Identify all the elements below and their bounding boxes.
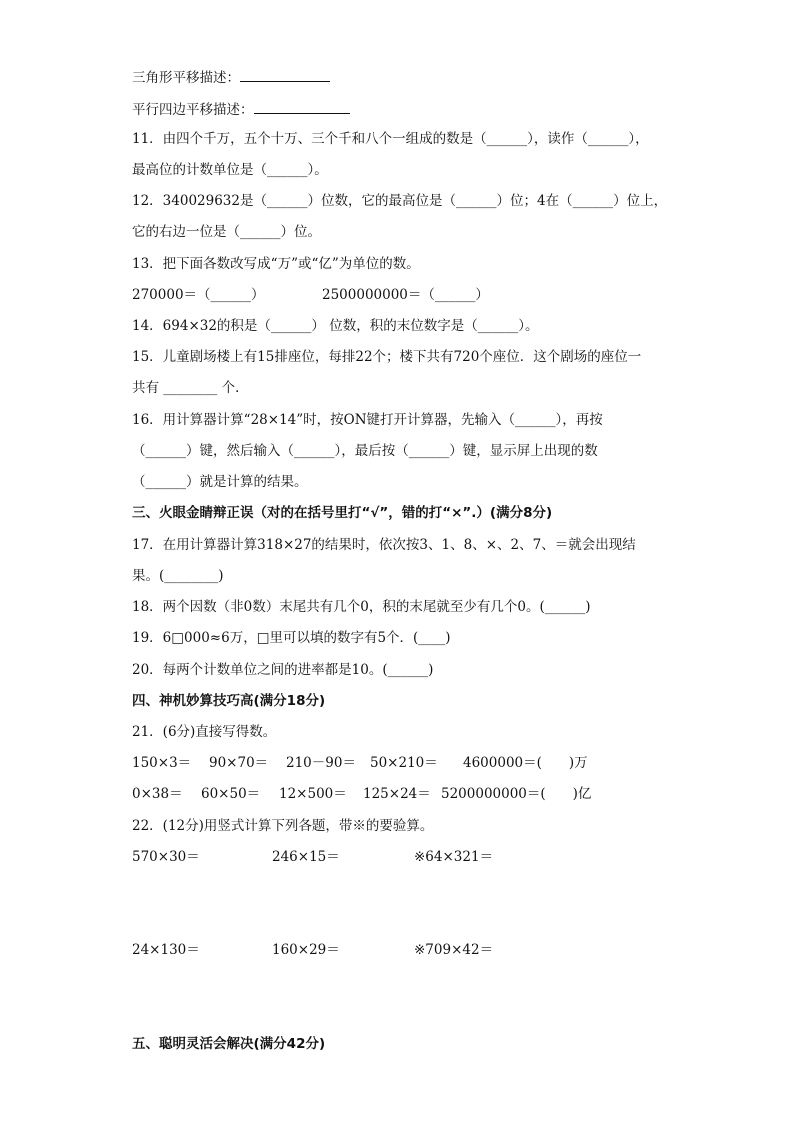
q15-line1: 15．儿童剧场楼上有15排座位，每排22个；楼下共有720个座位．这个剧场的座位一 <box>132 349 642 365</box>
q22-r1c1: 570×30＝ <box>132 849 200 865</box>
q13-item2: 2500000000＝（______） <box>322 287 489 303</box>
q21-r2c4: 125×24＝ <box>363 786 431 802</box>
q22-r2c2: 160×29＝ <box>272 942 340 958</box>
q22-line1: 22．(12分)用竖式计算下列各题，带※的要验算。 <box>132 818 434 834</box>
q21-r1c3: 210－90＝ <box>286 755 356 771</box>
q19-line1: 19．6□000≈6万，□里可以填的数字有5个．(____) <box>132 630 451 646</box>
triangle-translation-line <box>132 67 330 87</box>
q21-r1c2: 90×70＝ <box>209 755 269 771</box>
q22-r2c1: 24×130＝ <box>132 942 200 958</box>
q16-line2: （______）键，然后输入（______），最后按（______）键，显示屏上出现的数 <box>132 443 598 459</box>
q21-r1c1: 150×3＝ <box>132 755 192 771</box>
section4-heading: 四、神机妙算技巧高(满分18分) <box>132 693 326 709</box>
parallelogram-answer-blank[interactable] <box>254 99 350 114</box>
q14-line1: 14．694×32的积是（______） 位数，积的末位数字是（______）。 <box>132 318 539 334</box>
parallelogram-label: 平行四边平移描述： <box>132 102 254 118</box>
q13-line1: 13．把下面各数改写成“万”或“亿”为单位的数。 <box>132 256 420 272</box>
section3-heading: 三、火眼金睛辩正误（对的在括号里打“√”，错的打“×”.）(满分8分) <box>132 505 553 521</box>
q21-r1c5: 4600000＝( )万 <box>463 755 588 771</box>
q18-line1: 18．两个因数（非0数）末尾共有几个0，积的末尾就至少有几个0。(______) <box>132 599 591 615</box>
q20-line1: 20．每两个计数单位之间的进率都是10。(______) <box>132 662 434 678</box>
q21-r2c2: 60×50＝ <box>201 786 261 802</box>
q22-r2c3: ※709×42＝ <box>414 942 494 958</box>
q17-line2: 果。(________) <box>132 568 224 584</box>
q11-line2: 最高位的计数单位是（______）。 <box>132 162 328 178</box>
q16-line1: 16．用计算器计算“28×14”时，按ON键打开计算器，先输入（______），再按 <box>132 412 603 428</box>
q16-line3: （______）就是计算的结果。 <box>132 474 308 490</box>
section5-heading: 五、聪明灵活会解决(满分42分) <box>132 1036 326 1052</box>
q21-r2c1: 0×38＝ <box>132 786 183 802</box>
q21-r2c3: 12×500＝ <box>279 786 347 802</box>
q12-line1: 12．340029632是（______）位数，它的最高位是（______）位；4在（______）位上， <box>132 193 668 209</box>
q22-r1c2: 246×15＝ <box>272 849 340 865</box>
q22-r1c3: ※64×321＝ <box>414 849 494 865</box>
q15-line2: 共有 ________ 个． <box>132 380 249 396</box>
triangle-answer-blank[interactable] <box>240 67 330 82</box>
q11-line1: 11．由四个千万，五个十万、三个千和八个一组成的数是（______），读作（______）， <box>132 131 649 147</box>
q21-r1c4: 50×210＝ <box>370 755 438 771</box>
q21-r2c5: 5200000000＝( )亿 <box>441 786 592 802</box>
q12-line2: 它的右边一位是（______）位。 <box>132 224 321 240</box>
q21-line1: 21．(6分)直接写得数。 <box>132 724 277 740</box>
q13-item1: 270000＝（______） <box>132 287 265 303</box>
triangle-label: 三角形平移描述： <box>132 70 240 86</box>
parallelogram-translation-line <box>132 99 350 119</box>
q17-line1: 17．在用计算器计算318×27的结果时，依次按3、1、8、×、2、7、＝就会出现结 <box>132 537 636 553</box>
